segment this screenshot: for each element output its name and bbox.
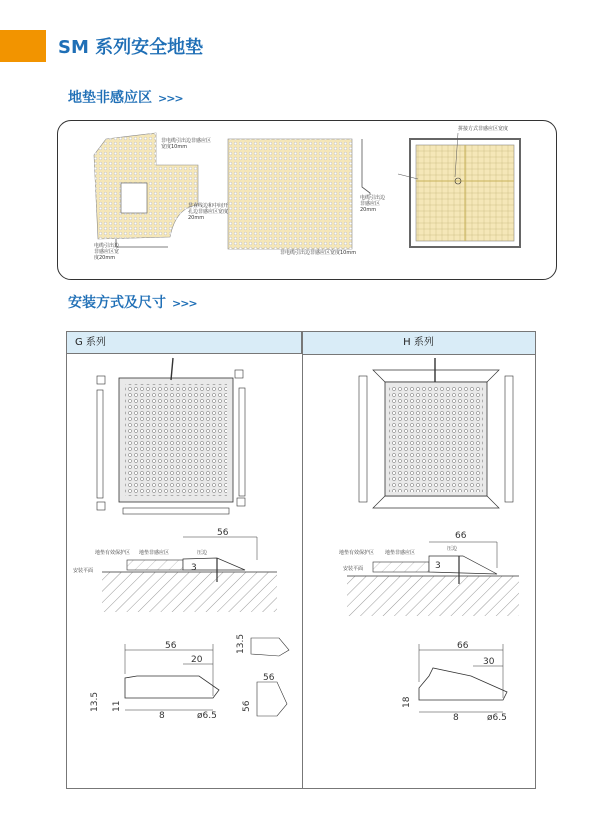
h-dim-66: 66 bbox=[455, 531, 467, 541]
g-prof-56c: 56 bbox=[242, 700, 252, 712]
g-prof-20: 20 bbox=[191, 655, 203, 665]
g-dim-3: 3 bbox=[191, 563, 197, 573]
section-heading-text: 安装方式及尺寸 bbox=[68, 295, 166, 311]
install-drawings bbox=[67, 332, 537, 790]
h-top-view bbox=[359, 358, 513, 508]
fig1-label-cable20: 电缆引出边 非感应区宽 度20mm bbox=[94, 243, 120, 261]
h-label-effective: 地垫有效保护区 bbox=[339, 550, 375, 556]
page-title: SM 系列安全地垫 bbox=[58, 37, 204, 58]
h-label-floor: 安装平面 bbox=[343, 566, 364, 572]
g-prof-56: 56 bbox=[165, 641, 177, 651]
g-prof-8: 8 bbox=[159, 711, 165, 721]
arrows-icon: >>> bbox=[172, 297, 197, 310]
fig1-label-hole20: 非直线边和中间开 孔边非感应区宽度 20mm bbox=[188, 203, 229, 221]
install-table bbox=[66, 331, 536, 789]
mat-figures bbox=[58, 121, 558, 281]
h-prof-8: 8 bbox=[453, 713, 459, 723]
section-heading-install bbox=[68, 292, 197, 312]
h-label-press: 压边 bbox=[447, 546, 458, 552]
g-dim-56: 56 bbox=[217, 528, 229, 538]
section-heading-noninductive bbox=[68, 87, 183, 107]
fig1-label-edge10: 非电缆引出边非感应区 宽度10mm bbox=[161, 138, 212, 150]
g-section-view bbox=[73, 528, 277, 612]
framed-mat bbox=[398, 133, 520, 247]
g-top-view bbox=[97, 358, 245, 514]
h-prof-30: 30 bbox=[483, 657, 495, 667]
h-prof-phi: ø6.5 bbox=[487, 713, 507, 723]
g-prof-13-5: 13.5 bbox=[90, 691, 100, 712]
noninductive-panel bbox=[57, 120, 557, 280]
g-prof-13-5b: 13.5 bbox=[236, 633, 246, 654]
section-color-tab bbox=[0, 30, 46, 62]
g-label-floor: 安装平面 bbox=[73, 568, 94, 574]
h-profile-view bbox=[402, 641, 507, 723]
g-label-press: 压边 bbox=[197, 550, 208, 556]
column-header-g: G 系列 bbox=[67, 332, 302, 354]
square-mat bbox=[228, 139, 370, 249]
h-section-view bbox=[339, 531, 519, 616]
arrows-icon: >>> bbox=[158, 92, 183, 105]
fig2-label-cable20: 电缆引出边 非感应区 20mm bbox=[360, 195, 386, 213]
irregular-mat bbox=[94, 133, 198, 247]
g-profile-view bbox=[90, 634, 289, 721]
h-prof-18: 18 bbox=[402, 696, 412, 708]
fig3-label-joint: 拼接方式非感应区宽度 bbox=[458, 126, 509, 132]
h-prof-66: 66 bbox=[457, 641, 469, 651]
g-prof-56b: 56 bbox=[263, 673, 275, 683]
g-prof-11: 11 bbox=[112, 700, 122, 712]
column-header-h: H 系列 bbox=[302, 332, 535, 355]
g-label-noninductive: 地垫非感应区 bbox=[139, 550, 170, 556]
h-label-noninductive: 地垫非感应区 bbox=[385, 550, 416, 556]
section-heading-text: 地垫非感应区 bbox=[68, 90, 152, 106]
h-dim-3: 3 bbox=[435, 561, 441, 571]
g-label-effective: 地垫有效保护区 bbox=[95, 550, 131, 556]
g-prof-phi: ø6.5 bbox=[197, 711, 217, 721]
fig2-label-edge10: 非电缆引出边非感应区宽度10mm bbox=[280, 250, 357, 256]
